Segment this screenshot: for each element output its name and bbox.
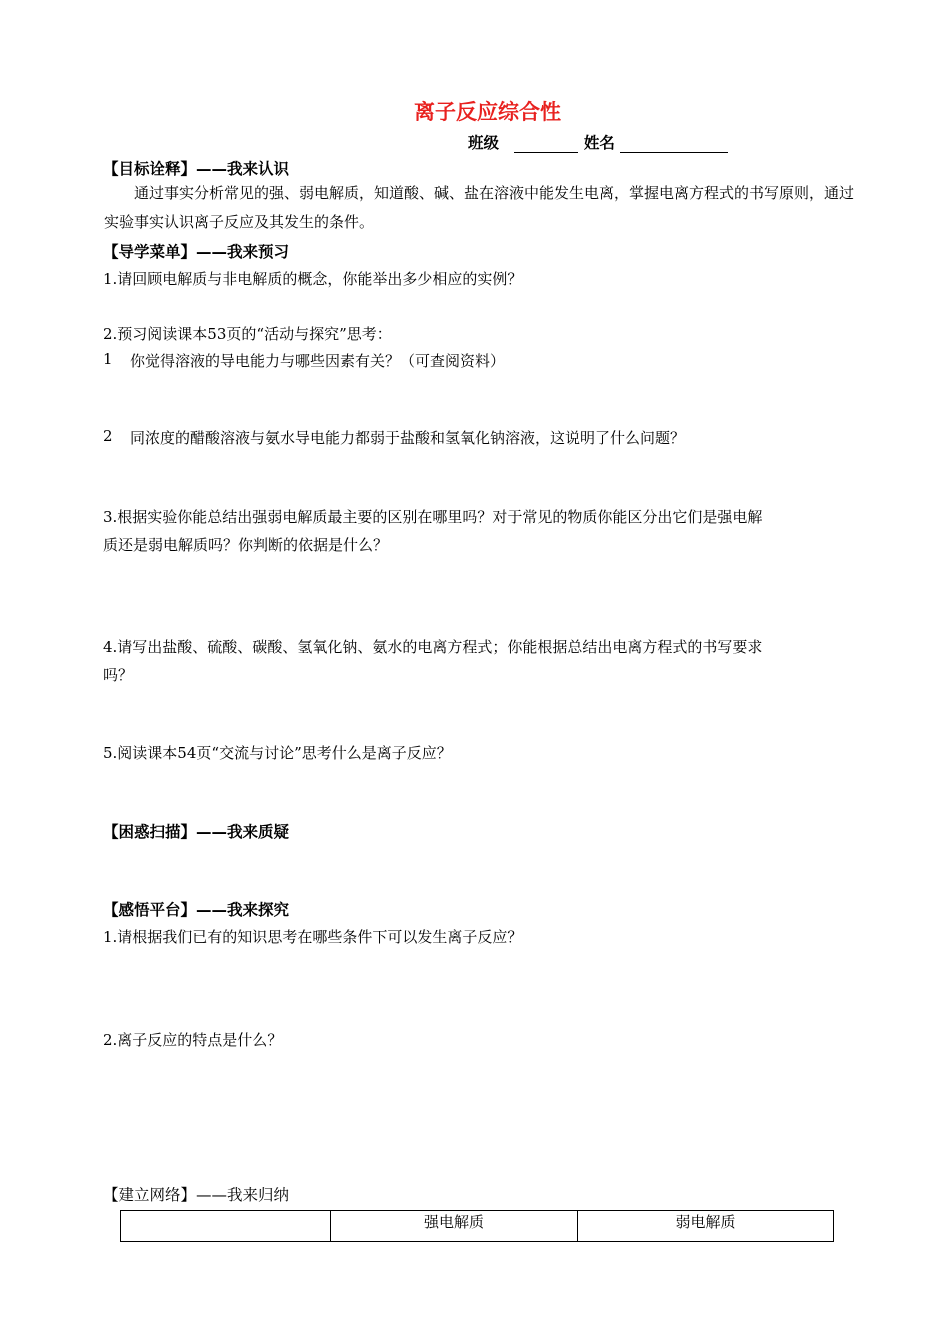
guide-question-3-line2: 质还是弱电解质吗？你判断的依据是什么？ [103, 536, 389, 554]
class-name-line [468, 131, 728, 153]
table-header-weak-electrolyte: 弱电解质 [578, 1211, 834, 1242]
guide-question-3-line1: 3.根据实验你能总结出强弱电解质最主要的区别在哪里吗？对于常见的物质你能区分出它们是强电解 [103, 508, 763, 526]
table-header-empty [121, 1211, 331, 1242]
class-label: 班级 [468, 134, 500, 152]
objectives-heading: 【目标诠释】——我来认识 [103, 160, 290, 178]
guide-question-2-sub1-number: 1 [103, 350, 113, 368]
name-label: 姓名 [583, 134, 615, 152]
guide-question-2-sub1: 你觉得溶液的导电能力与哪些因素有关？（可查阅资料） [130, 352, 506, 370]
class-blank[interactable] [514, 135, 578, 153]
explore-question-1: 1.请根据我们已有的知识思考在哪些条件下可以发生离子反应？ [103, 928, 523, 946]
name-blank[interactable] [620, 135, 728, 153]
guide-question-2: 2.预习阅读课本53页的“活动与探究”思考： [103, 325, 392, 343]
guide-question-4-line2: 吗？ [103, 666, 134, 684]
page-title: 离子反应综合性 [414, 100, 561, 124]
guide-question-2-sub2: 同浓度的醋酸溶液与氨水导电能力都弱于盐酸和氢氧化钠溶液，这说明了什么问题？ [130, 429, 686, 447]
objectives-paragraph: 通过事实分析常见的强、弱电解质，知道酸、碱、盐在溶液中能发生电离，掌握电离方程式的书写原则，通过实验事实认识离子反应及其发生的条件。 [104, 184, 855, 231]
guide-heading: 【导学菜单】——我来预习 [103, 243, 290, 261]
network-table [120, 1210, 834, 1242]
explore-heading: 【感悟平台】——我来探究 [103, 901, 290, 919]
table-row [121, 1211, 834, 1242]
guide-question-1: 1.请回顾电解质与非电解质的概念，你能举出多少相应的实例？ [103, 270, 523, 288]
doubts-heading: 【困惑扫描】——我来质疑 [103, 823, 290, 841]
guide-question-2-sub2-number: 2 [103, 427, 113, 445]
explore-question-2: 2.离子反应的特点是什么？ [103, 1031, 283, 1049]
table-header-strong-electrolyte: 强电解质 [331, 1211, 578, 1242]
guide-question-4-line1: 4.请写出盐酸、硫酸、碳酸、氢氧化钠、氨水的电离方程式；你能根据总结出电离方程式的书写要求 [103, 638, 763, 656]
network-heading: 【建立网络】——我来归纳 [103, 1186, 290, 1204]
guide-question-5: 5.阅读课本54页“交流与讨论”思考什么是离子反应？ [103, 744, 452, 762]
